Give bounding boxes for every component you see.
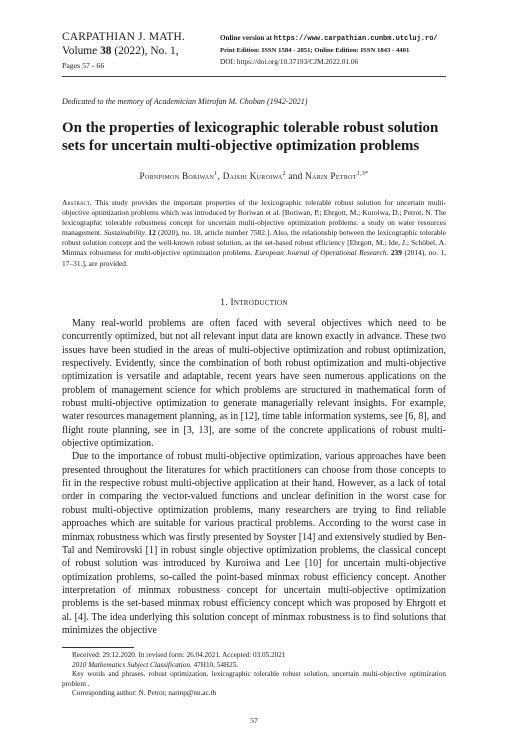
journal-volume: Volume 38 (2022), No. 1,	[62, 45, 179, 57]
author-3: Narin Petrot	[305, 171, 357, 182]
paragraph: Many real-world problems are often faced with several objectives which need to be concurrently optimized, but not all relevant input data are known exactly in advance. These two issues have been studied in the areas of multi-objective optimization and robust optimization, respectively. Evidently, since the combination of both robust optimization and multi-objective optimization is versatile and adaptable, recent years have seen numerous applications on the problem of management science for which problems are structured in mathematical form of robust multi-objective optimization to generate managerially relevant insights. For example, water resources management planning, as in [12], time table information systems, see [6, 8], and flight route planning, see in [3, 13], are some of the concrete applications of robust multi-objective optimization.	[62, 318, 446, 450]
keywords: Key words and phrases. robust optimization, lexicographic tolerable robust solution, uncertain multi-objective optimization problem .	[62, 670, 446, 688]
corresponding-author: Corresponding author: N. Petrot; narinp@nu.ac.th	[72, 689, 217, 698]
journal-url-link[interactable]: https://www.carpathian.cunbm.utcluj.ro/	[273, 35, 438, 43]
section-heading: 1. Introduction	[220, 298, 288, 308]
author-list: Pornpimon Boriwan$^1$, Daishi Kuroiwa$^2$ and Narin Petrot$^{1,3*}$	[139, 171, 369, 182]
journal-name: CARPATHIAN J. MATH.	[62, 31, 185, 43]
abstract-label: Abstract.	[62, 198, 92, 207]
author-3-affiliation: 1,3*	[356, 171, 369, 177]
issn-line: Print Edition: ISSN 1584 - 2851; Online Edition: ISSN 1843 - 4401	[220, 47, 410, 54]
footnote-divider	[62, 647, 134, 648]
doi-link[interactable]: DOI: https://doi.org/10.37193/CJM.2022.01.06	[220, 57, 359, 66]
author-1-affiliation: 1	[214, 171, 218, 177]
received-dates: Received: 29.12.2020. In revised form: 26.04.2021. Accepted: 03.05.2021	[72, 651, 286, 659]
author-2-affiliation: 2	[282, 171, 286, 177]
page-number: 57	[250, 716, 258, 725]
msc-classification: 2010 Mathematics Subject Classification. 47H10, 54H25.	[72, 660, 239, 669]
journal-pages: Pages 57 - 66	[62, 61, 105, 70]
header-divider	[62, 76, 446, 77]
author-1: Pornpimon Boriwan	[139, 171, 215, 182]
online-version: Online version at https://www.carpathian.cunbm.utcluj.ro/	[220, 34, 438, 43]
footnotes	[62, 651, 446, 699]
abstract: Abstract. This study provides the important properties of the lexicographic tolerable robust solution for uncertain multi-objective optimization problems which was introduced by Boriwan et al. [Boriwan, P.; Ehrgott, M.; Kuroiwa, D.; Petrot, N. The lexicographic tolerable robustness concept for uncertain multi-objective optimization problems: a study on water resources management. Sustainability. 12 (2020), no. 18, article number 7582.]. Also, the relationship between the lexicographic tolerable robust solution concept and the well-known robust solution, as the set-based robust efficiency [Ehrgott, M.; Ide, J.; Schöbel, A. Minmax robustness for multi-objective optimization problems. European Journal of Operational Research. 239 (2014), no. 1, 17–31.], are provided.	[62, 198, 447, 268]
body-text	[62, 317, 446, 637]
journal-header-right	[220, 33, 460, 68]
journal-header-left	[62, 30, 212, 72]
dedication: Dedicated to the memory of Academician Mitrofan M. Choban (1942-2021)	[62, 97, 308, 106]
paper-title: On the properties of lexicographic tolerable robust solution sets for uncertain multi-objective optimization problems	[62, 120, 439, 154]
paragraph: Due to the importance of robust multi-objective optimization, various approaches have been presented throughout the literatures for which practitioners can choose from those concepts to fit in the respective robust multi-objective application at their hand. However, as a lack of total order in comparing the vector-valued functions and unclear definition in the worst case for robust multi-objective optimization problems, many researchers are trying to find reliable approaches which are suitable for various practical problems. According to the worst case in minmax robustness which was firstly presented by Soyster [14] and extensively studied by Ben-Tal and Nemirovski [1] in robust single objective optimization problems, the classical concept of robust solution was introduced by Kuroiwa and Lee [10] for uncertain multi-objective optimization problems, so-called the point-based minmax robust efficiency concept. Another interpretation of minmax robustness concept for uncertain multi-objective optimization problems is the set-based minmax robust efficiency concept which was proposed by Ehrgott et al. [4]. The idea underlying this solution concept of minmax robustness is to find solutions that minimizes the objective	[62, 451, 446, 636]
author-2: Daishi Kuroiwa	[222, 171, 283, 182]
